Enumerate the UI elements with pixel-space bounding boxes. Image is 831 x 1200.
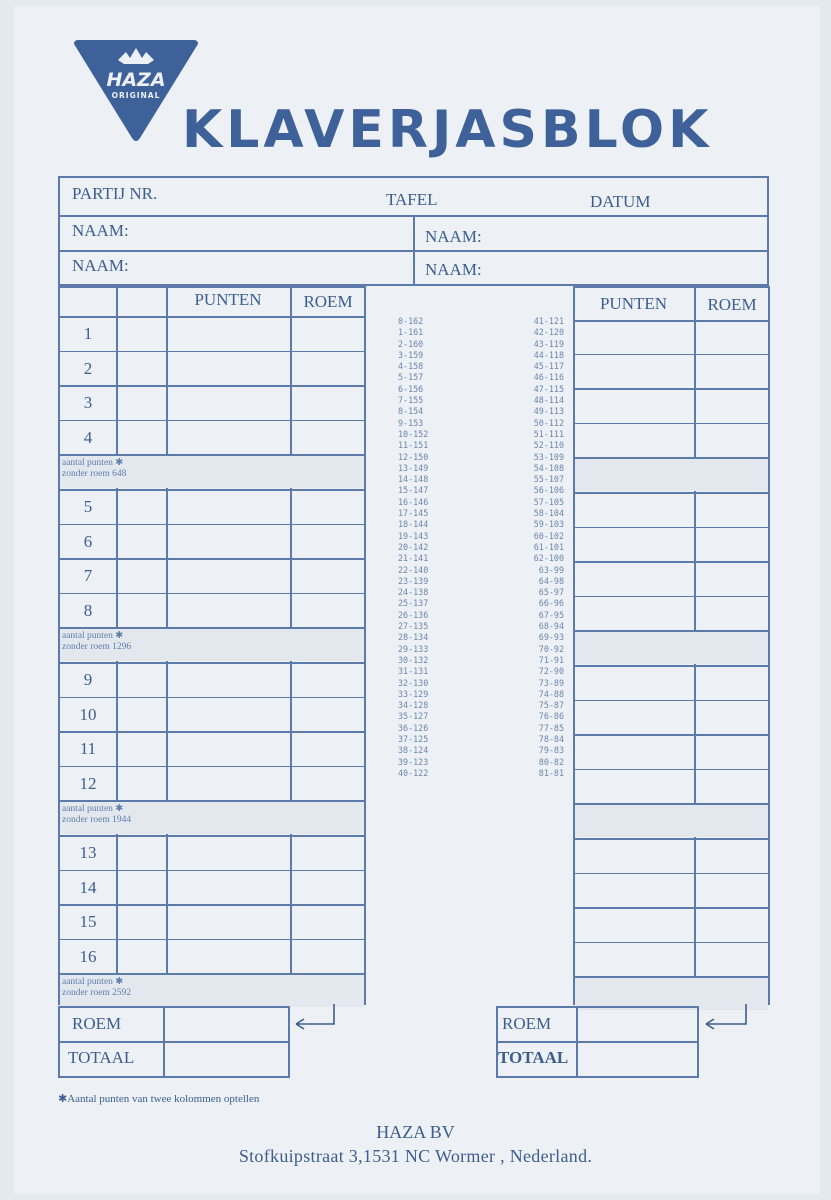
- score-pair: 20-142: [398, 541, 429, 552]
- score-table-row: [398, 576, 564, 587]
- grid-hline: [573, 838, 770, 840]
- score-table-row: [398, 327, 564, 338]
- subtotal-text: aantal punten ✱: [62, 804, 124, 815]
- score-pair: 70-92: [538, 643, 564, 654]
- subtotal-text: zonder roem 2592: [62, 988, 132, 999]
- score-pair: 14-148: [398, 474, 429, 485]
- round-number: 2: [83, 358, 93, 378]
- score-pair: 27-135: [398, 621, 429, 632]
- score-table-row: [398, 361, 564, 372]
- score-pair: 72-90: [538, 666, 564, 677]
- round-number: 10: [79, 704, 97, 724]
- score-pair: 12-150: [398, 451, 429, 462]
- haza-logo: [72, 38, 200, 142]
- score-table-row: [398, 565, 564, 576]
- score-table-row: [398, 429, 564, 440]
- score-table-row: [398, 418, 564, 429]
- grid-hline: [58, 385, 366, 387]
- score-pair: 56-106: [533, 485, 564, 496]
- score-pair: 44-118: [533, 349, 564, 360]
- score-table-row: [398, 610, 564, 621]
- subtotal-label: [62, 458, 166, 480]
- score-pair: 11-151: [398, 440, 429, 451]
- score-pair: 10-152: [398, 428, 429, 439]
- grid-hline: [573, 700, 770, 702]
- score-table-row: [398, 508, 564, 519]
- grid-hline: [58, 835, 366, 837]
- score-pair: 74-88: [538, 688, 564, 699]
- score-pair: 29-133: [398, 643, 429, 654]
- grid-hline: [573, 907, 770, 909]
- score-table-row: [398, 485, 564, 496]
- left-roem-label: ROEM: [72, 1014, 122, 1033]
- grid-hline: [58, 766, 366, 768]
- score-pair: 48-114: [533, 395, 564, 406]
- footer-note: ✱Aantal punten van twee kolommen optellen: [58, 1093, 260, 1105]
- score-table-row: [398, 655, 564, 666]
- round-number: 9: [83, 670, 93, 689]
- score-table-row: [398, 723, 564, 734]
- score-pair: 23-139: [398, 575, 429, 586]
- score-pair: 6-156: [398, 383, 424, 394]
- subtotal-row-right: [575, 632, 768, 665]
- score-pair: 79-83: [538, 745, 564, 756]
- score-table-row: [398, 644, 564, 655]
- footer-address: Stofkuipstraat 3,1531 NC Wormer , Nederland.: [238, 1146, 593, 1166]
- score-pair: 47-115: [533, 383, 564, 394]
- score-pair: 78-84: [538, 733, 564, 744]
- left-roem-header: ROEM: [303, 292, 353, 311]
- subtotal-text: aantal punten ✱: [62, 458, 124, 469]
- score-pair: 46-116: [533, 372, 564, 383]
- score-pair: 68-94: [538, 621, 564, 632]
- score-table-row: [398, 339, 564, 350]
- grid-hline: [573, 665, 770, 667]
- right-roem-label: ROEM: [502, 1014, 552, 1033]
- score-pair: 73-89: [538, 677, 564, 688]
- score-pair: 2-160: [398, 338, 424, 349]
- grid-hline: [573, 561, 770, 563]
- grid-hline: [58, 420, 366, 422]
- score-table-row: [398, 678, 564, 689]
- partij-label: PARTIJ NR.: [72, 184, 158, 203]
- score-pair: 67-95: [538, 609, 564, 620]
- grid-hline: [573, 942, 770, 944]
- score-pair: 43-119: [533, 338, 564, 349]
- score-reference-table: [398, 316, 564, 779]
- round-number: 14: [79, 877, 97, 897]
- score-pair: 60-102: [533, 530, 564, 541]
- score-pair: 26-136: [398, 609, 429, 620]
- subtotal-text: zonder roem 648: [62, 469, 127, 480]
- score-table-row: [398, 632, 564, 643]
- grid-hline: [573, 873, 770, 875]
- score-pair: 64-98: [538, 575, 564, 586]
- score-table-row: [398, 757, 564, 768]
- right-roem-header: ROEM: [707, 295, 757, 314]
- score-pair: 62-100: [533, 553, 564, 564]
- score-pair: 54-108: [533, 462, 564, 473]
- score-table-row: [398, 700, 564, 711]
- score-pair: 65-97: [538, 587, 564, 598]
- subtotal-text: aantal punten ✱: [62, 977, 124, 988]
- score-pair: 18-144: [398, 519, 429, 530]
- score-pair: 38-124: [398, 745, 429, 756]
- score-pair: 1-161: [398, 327, 424, 338]
- grid-hline: [573, 596, 770, 598]
- score-pair: 19-143: [398, 530, 429, 541]
- grid-hline: [573, 423, 770, 425]
- score-pair: 34-128: [398, 700, 429, 711]
- score-table-row: [398, 406, 564, 417]
- grid-hline: [573, 769, 770, 771]
- subtotal-text: zonder roem 1296: [62, 642, 132, 653]
- score-table-row: [398, 745, 564, 756]
- score-pair: 55-107: [533, 474, 564, 485]
- naam-label-1: NAAM:: [72, 221, 129, 240]
- score-pair: 52-110: [533, 440, 564, 451]
- round-number: 6: [83, 531, 93, 551]
- score-pair: 71-91: [538, 654, 564, 665]
- score-pair: 75-87: [538, 700, 564, 711]
- score-pair: 22-140: [398, 564, 429, 575]
- score-table-row: [398, 350, 564, 361]
- score-pair: 58-104: [533, 508, 564, 519]
- score-pair: 31-131: [398, 666, 429, 677]
- score-table-row: [398, 621, 564, 632]
- right-arrow-icon: [700, 1000, 760, 1034]
- score-pair: 35-127: [398, 711, 429, 722]
- subtotal-row-right: [575, 459, 768, 492]
- round-number: 4: [83, 427, 93, 447]
- score-pair: 53-109: [533, 451, 564, 462]
- grid-hline: [573, 492, 770, 494]
- grid-hline: [58, 316, 366, 318]
- score-table-row: [398, 316, 564, 327]
- round-number: 13: [79, 843, 97, 862]
- score-pair: 39-123: [398, 756, 429, 767]
- score-pair: 41-121: [533, 316, 564, 326]
- grid-hline: [573, 527, 770, 529]
- score-pair: 36-126: [398, 722, 429, 733]
- grid-hline: [58, 489, 366, 491]
- round-number: 7: [83, 566, 93, 586]
- tafel-label: TAFEL: [386, 190, 438, 209]
- score-table-row: [398, 734, 564, 745]
- grid-hline: [58, 904, 366, 906]
- right-punten-header: PUNTEN: [599, 294, 668, 313]
- score-table-row: [398, 768, 564, 779]
- score-table-row: [398, 440, 564, 451]
- grid-hline: [58, 558, 366, 560]
- score-pair: 61-101: [533, 541, 564, 552]
- score-pair: 30-132: [398, 654, 429, 665]
- grid-hline: [573, 320, 770, 322]
- subtotal-text: aantal punten ✱: [62, 631, 124, 642]
- score-pair: 33-129: [398, 688, 429, 699]
- logo-brand: HAZA: [106, 69, 166, 91]
- score-pair: 13-149: [398, 462, 429, 473]
- score-pair: 21-141: [398, 553, 429, 564]
- score-pair: 77-85: [538, 722, 564, 733]
- round-number: 16: [79, 946, 97, 966]
- score-pair: 17-145: [398, 508, 429, 519]
- left-punten-header: PUNTEN: [194, 290, 262, 309]
- round-number: 11: [79, 739, 97, 759]
- score-pair: 57-105: [533, 496, 564, 507]
- datum-label: DATUM: [590, 192, 651, 211]
- score-pair: 15-147: [398, 485, 429, 496]
- subtotal-label: [62, 631, 166, 653]
- round-number: 15: [79, 912, 97, 932]
- score-table-row: [398, 598, 564, 609]
- left-totaal-label: TOTAAL: [68, 1048, 135, 1067]
- naam-label-2: NAAM:: [425, 227, 482, 246]
- score-table-row: [398, 497, 564, 508]
- score-pair: 7-155: [398, 395, 424, 406]
- grid-hline: [58, 939, 366, 941]
- subtotal-label: [62, 977, 166, 999]
- score-table-row: [398, 542, 564, 553]
- round-number: 5: [83, 497, 93, 516]
- score-pair: 24-138: [398, 587, 429, 598]
- grid-hline: [58, 697, 366, 699]
- score-pair: 5-157: [398, 372, 424, 383]
- left-arrow-icon: [290, 1000, 350, 1034]
- score-table-row: [398, 531, 564, 542]
- grid-hline: [573, 354, 770, 356]
- score-table-row: [398, 689, 564, 700]
- score-table-row: [398, 372, 564, 383]
- subtotal-row-right: [575, 805, 768, 838]
- score-pair: 50-112: [533, 417, 564, 428]
- score-table-row: [398, 395, 564, 406]
- score-pair: 37-125: [398, 733, 429, 744]
- score-table-row: [398, 452, 564, 463]
- score-pair: 76-86: [538, 711, 564, 722]
- score-table-row: [398, 666, 564, 677]
- score-table-row: [398, 474, 564, 485]
- grid-hline: [58, 662, 366, 664]
- round-number: 8: [83, 600, 93, 620]
- score-pair: 51-111: [533, 428, 564, 439]
- score-pair: 8-154: [398, 406, 424, 417]
- right-totaal-label: TOTAAL: [498, 1048, 569, 1067]
- score-pair: 40-122: [398, 767, 429, 778]
- score-pair: 32-130: [398, 677, 429, 688]
- subtotal-label: [62, 804, 166, 826]
- score-table-row: [398, 519, 564, 530]
- logo-sub: ORIGINAL: [111, 91, 161, 100]
- round-number: 12: [79, 773, 97, 793]
- round-number: 1: [83, 324, 93, 343]
- score-pair: 80-82: [538, 756, 564, 767]
- score-table-row: [398, 711, 564, 722]
- naam-label-3: NAAM:: [72, 256, 129, 275]
- score-pair: 42-120: [533, 327, 564, 338]
- page-title: KLAVERJASBLOK: [182, 100, 713, 160]
- score-table-row: [398, 384, 564, 395]
- grid-hline: [573, 388, 770, 390]
- score-pair: 81-81: [538, 767, 564, 778]
- round-number: 3: [83, 393, 93, 413]
- score-pair: 69-93: [538, 632, 564, 643]
- score-pair: 3-159: [398, 349, 424, 360]
- score-pair: 66-96: [538, 598, 564, 609]
- grid-hline: [58, 524, 366, 526]
- score-pair: 4-158: [398, 361, 424, 372]
- score-pair: 9-153: [398, 417, 424, 428]
- score-table-row: [398, 587, 564, 598]
- naam-label-4: NAAM:: [425, 260, 482, 279]
- score-table-row: [398, 463, 564, 474]
- score-pair: 59-103: [533, 519, 564, 530]
- score-pair: 16-146: [398, 496, 429, 507]
- grid-hline: [58, 351, 366, 353]
- grid-hline: [58, 870, 366, 872]
- grid-hline: [58, 593, 366, 595]
- score-table-row: [398, 553, 564, 564]
- grid-hline: [573, 734, 770, 736]
- footer-company: HAZA BV: [376, 1122, 455, 1142]
- score-pair: 28-134: [398, 632, 429, 643]
- score-pair: 45-117: [533, 361, 564, 372]
- score-pair: 49-113: [533, 406, 564, 417]
- score-pair: 25-137: [398, 598, 429, 609]
- grid-hline: [58, 731, 366, 733]
- subtotal-text: zonder roem 1944: [62, 815, 132, 826]
- score-pair: 0-162: [398, 316, 424, 326]
- score-pair: 63-99: [538, 564, 564, 575]
